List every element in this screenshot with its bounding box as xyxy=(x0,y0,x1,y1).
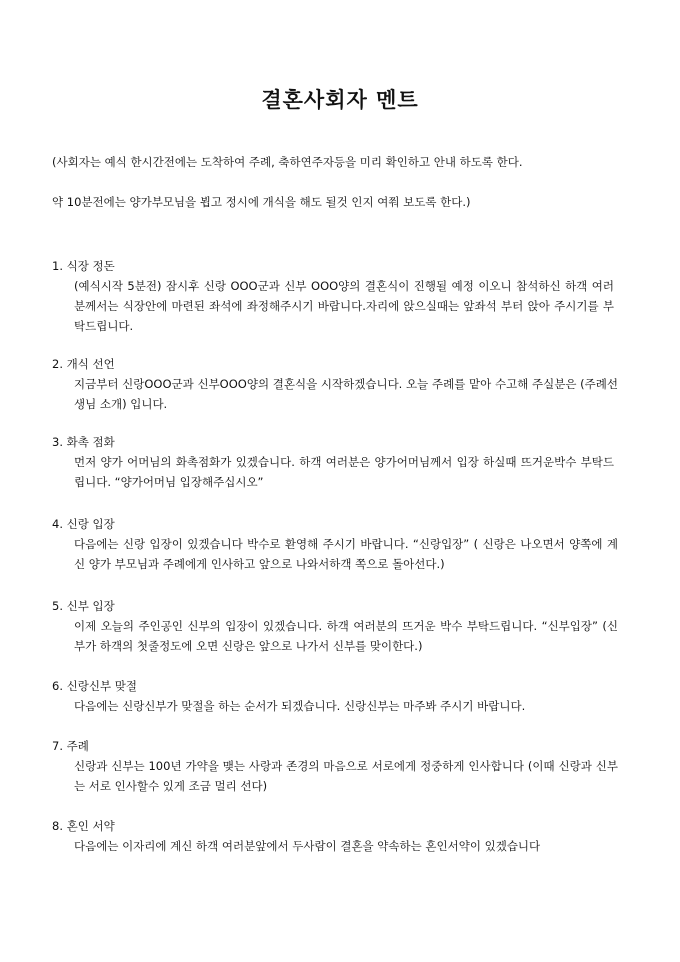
section-body: 다음에는 이자리에 계신 하객 여러분앞에서 두사람이 결혼을 약속하는 혼인서약이 있겠습니다 xyxy=(74,839,541,853)
section-heading: 6. 신랑신부 맞절 xyxy=(52,679,137,693)
section-ceremony-prep xyxy=(52,256,614,336)
section-officiant xyxy=(52,736,618,796)
section-heading: 7. 주례 xyxy=(52,739,89,753)
intro-line: 약 10분전에는 양가부모님을 뵙고 정시에 개식을 해도 될것 인지 여쭤 보도록 한다.) xyxy=(52,195,471,209)
section-body: 지금부터 신랑OOO군과 신부OOO양의 결혼식을 시작하겠습니다. 오늘 주례를 맡아 수고해 주실분은 (주례선생님 소개) 입니다. xyxy=(74,377,618,411)
section-body: 다음에는 신랑 입장이 있겠습니다 박수로 환영해 주시기 바랍니다. “신랑입장” ( 신랑은 나오면서 양쪽에 계신 양가 부모님과 주례에게 인사하고 앞으로 나와서하객 쪽으로 돌아선다.) xyxy=(74,537,618,571)
section-bow xyxy=(52,676,618,716)
section-body: 이제 오늘의 주인공인 신부의 입장이 있겠습니다. 하객 여러분의 뜨거운 박수 부탁드립니다. “신부입장” (신부가 하객의 첫줄정도에 오면 신랑은 앞으로 나가서 신부를 맞이한다.) xyxy=(74,619,618,653)
section-heading: 8. 혼인 서약 xyxy=(52,819,115,833)
section-heading: 2. 개식 선언 xyxy=(52,357,115,371)
section-heading: 4. 신랑 입장 xyxy=(52,517,115,531)
intro-line: (사회자는 예식 한시간전에는 도착하여 주례, 축하연주자등을 미리 확인하고 안내 하도록 한다. xyxy=(52,155,523,169)
document-title: 결혼사회자 멘트 xyxy=(261,87,419,112)
section-vows xyxy=(52,816,618,856)
section-body: 신랑과 신부는 100년 가약을 맺는 사랑과 존경의 마음으로 서로에게 정중하게 인사합니다 (이때 신랑과 신부는 서로 인사할수 있게 조금 멀리 선다) xyxy=(74,759,618,793)
section-opening xyxy=(52,354,618,414)
section-bride-entrance xyxy=(52,596,618,656)
section-heading: 3. 화촉 점화 xyxy=(52,435,115,449)
section-heading: 5. 신부 입장 xyxy=(52,599,115,613)
section-candle-lighting xyxy=(52,432,614,492)
section-heading: 1. 식장 정돈 xyxy=(52,259,115,273)
section-body: 먼저 양가 어머님의 화촉점화가 있겠습니다. 하객 여러분은 양가어머님께서 입장 하실때 뜨거운박수 부탁드립니다. “양가어머님 입장해주십시오” xyxy=(74,455,614,489)
section-groom-entrance xyxy=(52,514,618,574)
section-body: (예식시작 5분전) 잠시후 신랑 OOO군과 신부 OOO양의 결혼식이 진행될 예정 이오니 참석하신 하객 여러분께서는 식장안에 마련된 좌석에 좌정해주시기 바랍니다.자리에 앉으실때는 앞좌석 부터 앉아 주시기를 부탁드립니다. xyxy=(74,279,614,333)
section-body: 다음에는 신랑신부가 맞절을 하는 순서가 되겠습니다. 신랑신부는 마주봐 주시기 바랍니다. xyxy=(74,699,526,713)
